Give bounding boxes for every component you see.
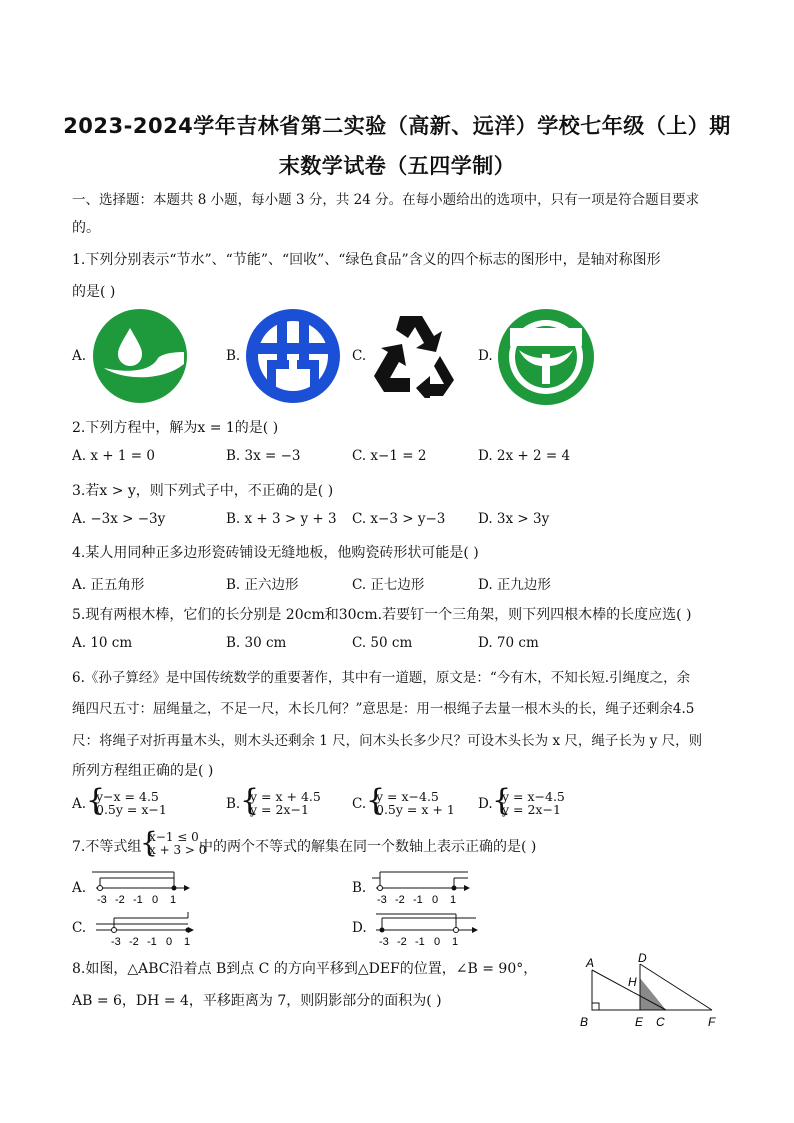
q8-point-e: E: [635, 1015, 644, 1029]
q7-option-b-label: B.: [352, 880, 367, 896]
q7a-tick-1: 1: [170, 894, 177, 906]
q6-option-c-eq1: y = x−4.5: [376, 789, 439, 804]
q7-eq1: x−1 ≤ 0: [149, 830, 199, 844]
q7-option-a-number-line: [88, 866, 192, 906]
exam-title-line2: 末数学试卷（五四学制）: [278, 154, 516, 178]
exam-title-line1: 2023-2024学年吉林省第二实验（高新、远洋）学校七年级（上）期: [63, 114, 731, 138]
q7-option-a-label: A.: [72, 880, 87, 896]
q7-option-d-label: D.: [352, 920, 367, 936]
green-food-logo-icon: [497, 308, 595, 406]
q8-point-a: A: [586, 956, 595, 970]
q7-option-c-label: C.: [72, 920, 87, 936]
q1-option-a-label: A.: [72, 348, 87, 364]
q6-option-a-brace: {: [86, 783, 106, 818]
q3-option-a: A. −3x > −3y: [72, 511, 166, 527]
q8-point-f: F: [708, 1015, 716, 1029]
q6-option-d-eq1: y = x−4.5: [502, 789, 565, 804]
q2-stem: 2.下列方程中，解为x = 1的是( ): [72, 420, 279, 436]
q1-stem-line1: 1.下列分别表示“节水”、“节能”、“回收”、“绿色食品”含义的四个标志的图形中，是轴对称图形: [72, 252, 661, 268]
q6-option-d-label: D.: [478, 796, 493, 812]
q7a-tick-0: 0: [152, 894, 159, 906]
q7a-tick-m3: -3: [97, 894, 107, 906]
energy-saving-logo-icon: [245, 308, 341, 404]
q6-option-b-label: B.: [226, 796, 241, 812]
q1-option-b-label: B.: [226, 348, 241, 364]
q7a-tick-m2: -2: [115, 894, 125, 906]
q6-option-a-system: [96, 790, 167, 816]
q6-option-b-system: [250, 790, 321, 816]
q8-stem-line1: 8.如图，△ABC沿着点 B到点 C 的方向平移到△DEF的位置，∠B = 90°，: [72, 961, 538, 977]
q6-stem-line3: 尺：将绳子对折再量木头，则木头还剩余 1 尺，问木头长多少尺？可设木头长为 x 尺，绳子长为 y 尺，则: [72, 733, 703, 749]
q7b-tick-m1: -1: [413, 894, 423, 906]
q3-stem: 3.若x > y，则下列式子中，不正确的是( ): [72, 483, 334, 499]
q2-option-a: A. x + 1 = 0: [72, 448, 155, 464]
q6-option-c-eq2: 0.5y = x + 1: [376, 802, 455, 817]
q2-option-b: B. 3x = −3: [226, 448, 301, 464]
q7c-tick-0: 0: [166, 936, 173, 948]
q6-option-d-brace: {: [492, 783, 512, 818]
q8-stem-line2: AB = 6，DH = 4，平移距离为 7，则阴影部分的面积为( ): [72, 993, 442, 1009]
q7-option-c-number-line: [92, 908, 196, 948]
q7c-tick-m2: -2: [129, 936, 139, 948]
q3-option-b: B. x + 3 > y + 3: [226, 511, 337, 527]
q5-option-a: A. 10 cm: [72, 635, 133, 651]
q7-stem-prefix: 7.不等式组: [72, 839, 142, 855]
q6-option-a-eq1: y−x = 4.5: [96, 789, 159, 804]
q7a-tick-m1: -1: [133, 894, 143, 906]
q8-translation-figure: [572, 950, 728, 1032]
q1-option-c-label: C.: [352, 348, 367, 364]
q6-option-b-brace: {: [240, 783, 260, 818]
q8-point-h: H: [628, 975, 637, 989]
q7b-tick-m2: -2: [395, 894, 405, 906]
q7d-tick-m3: -3: [379, 936, 389, 948]
q8-point-c: C: [656, 1015, 665, 1029]
water-saving-logo-icon: [92, 308, 188, 404]
q7-stem-suffix: 中的两个不等式的解集在同一个数轴上表示正确的是( ): [199, 839, 537, 855]
section-heading-line2: 的。: [72, 220, 100, 236]
q5-option-b: B. 30 cm: [226, 635, 287, 651]
q6-option-d-system: [502, 790, 565, 816]
section-heading-line1: 一、选择题：本题共 8 小题，每小题 3 分，共 24 分。在每小题给出的选项中，只有一项是符合题目要求: [72, 192, 700, 208]
q6-option-c-label: C.: [352, 796, 367, 812]
q8-point-d: D: [638, 951, 647, 965]
q2-option-c: C. x−1 = 2: [352, 448, 427, 464]
q5-option-c: C. 50 cm: [352, 635, 413, 651]
q1-stem-line2: 的是( ): [72, 284, 116, 300]
q4-option-b: B. 正六边形: [226, 577, 299, 593]
q7d-tick-m2: -2: [397, 936, 407, 948]
q4-option-c: C. 正七边形: [352, 577, 425, 593]
q7c-tick-1: 1: [184, 936, 191, 948]
q7c-tick-m3: -3: [111, 936, 121, 948]
q3-option-c: C. x−3 > y−3: [352, 511, 446, 527]
q4-option-a: A. 正五角形: [72, 577, 145, 593]
recycle-logo-icon: [370, 310, 460, 398]
q7-brace: {: [140, 826, 158, 859]
q1-option-d-label: D.: [478, 348, 493, 364]
q5-stem: 5.现有两根木棒，它们的长分别是 20cm和30cm.若要钉一个三角架，则下列四根木棒的长度应选( ): [72, 607, 692, 623]
q6-option-a-eq2: 0.5y = x−1: [96, 802, 167, 817]
q6-option-c-brace: {: [366, 783, 386, 818]
q6-option-d-eq2: y = 2x−1: [502, 802, 561, 817]
q7-eq2: x + 3 > 0: [149, 843, 207, 857]
q7-option-d-number-line: [368, 908, 480, 948]
q7-option-b-number-line: [368, 866, 472, 906]
q6-option-b-eq2: y = 2x−1: [250, 802, 309, 817]
q7d-tick-0: 0: [434, 936, 441, 948]
q7b-tick-m3: -3: [377, 894, 387, 906]
q6-option-a-label: A.: [72, 796, 87, 812]
q7d-tick-m1: -1: [415, 936, 425, 948]
q3-option-d: D. 3x > 3y: [478, 511, 550, 527]
q7-system: [149, 831, 206, 857]
q7c-tick-m1: -1: [147, 936, 157, 948]
q6-option-c-system: [376, 790, 455, 816]
q8-shaded-region: [640, 978, 666, 1010]
q6-stem-line2: 绳四尺五寸：屈绳量之，不足一尺，木长几何？”意思是：用一根绳子去量一根木头的长，绳子还剩余4.5: [72, 701, 695, 717]
q5-option-d: D. 70 cm: [478, 635, 539, 651]
q7d-tick-1: 1: [452, 936, 459, 948]
q6-option-b-eq1: y = x + 4.5: [250, 789, 321, 804]
q4-stem: 4.某人用同种正多边形瓷砖铺设无缝地板，他购瓷砖形状可能是( ): [72, 545, 479, 561]
q7b-tick-1: 1: [450, 894, 457, 906]
q6-stem-line4: 所列方程组正确的是( ): [72, 763, 214, 779]
q7b-tick-0: 0: [432, 894, 439, 906]
q2-option-d: D. 2x + 2 = 4: [478, 448, 571, 464]
q4-option-d: D. 正九边形: [478, 577, 551, 593]
q6-stem-line1: 6.《孙子算经》是中国传统数学的重要著作，其中有一道题，原文是：“今有木，不知长短.引绳度之，余: [72, 670, 691, 686]
q8-point-b: B: [580, 1015, 589, 1029]
